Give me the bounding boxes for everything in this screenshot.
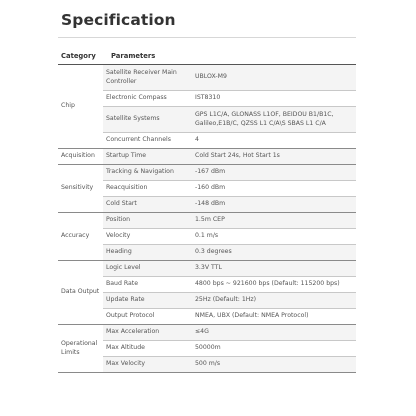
parameter-name: Max Acceleration [103, 325, 187, 341]
parameter-value: 25Hz (Default: 1Hz) [187, 293, 356, 309]
category-cell: Sensitivity [58, 165, 103, 213]
parameter-name: Electronic Compass [103, 91, 187, 107]
parameter-value: 0.3 degrees [187, 245, 356, 261]
table-row [58, 341, 356, 357]
table-row [58, 245, 356, 261]
parameter-name: Max Velocity [103, 357, 187, 373]
table-row [58, 277, 356, 293]
parameter-value: 500 m/s [187, 357, 356, 373]
parameter-name: Satellite Systems [103, 107, 187, 133]
spec-table-body [58, 65, 356, 373]
table-row [58, 229, 356, 245]
table-row [58, 325, 356, 341]
parameter-value: 0.1 m/s [187, 229, 356, 245]
table-row [58, 149, 356, 165]
table-row [58, 133, 356, 149]
parameter-name: Max Altitude [103, 341, 187, 357]
parameter-value: -148 dBm [187, 197, 356, 213]
category-cell: Chip [58, 65, 103, 149]
table-row [58, 293, 356, 309]
parameter-name: Update Rate [103, 293, 187, 309]
parameter-name: Concurrent Channels [103, 133, 187, 149]
category-cell: Data Output [58, 261, 103, 325]
parameter-name: Cold Start [103, 197, 187, 213]
table-row [58, 261, 356, 277]
parameter-value: 1.5m CEP [187, 213, 356, 229]
parameter-value: UBLOX-M9 [187, 65, 356, 91]
parameter-name: Position [103, 213, 187, 229]
parameter-name: Velocity [103, 229, 187, 245]
table-row [58, 357, 356, 373]
parameter-name: Startup Time [103, 149, 187, 165]
table-row [58, 91, 356, 107]
spec-table [58, 48, 356, 373]
parameter-name: Logic Level [103, 261, 187, 277]
parameter-value: IST8310 [187, 91, 356, 107]
parameter-value: 3.3V TTL [187, 261, 356, 277]
parameter-name: Heading [103, 245, 187, 261]
parameter-value: GPS L1C/A, GLONASS L1OF, BEIDOU B1/B1C, Galileo,E1B/C, QZSS L1 C/A\S SBAS L1 C/A [187, 107, 356, 133]
parameter-value: Cold Start 24s, Hot Start 1s [187, 149, 356, 165]
page-title: Specification [61, 11, 176, 29]
parameter-value: ≤4G [187, 325, 356, 341]
category-cell: Operational Limits [58, 325, 103, 373]
table-header-row [58, 48, 356, 65]
parameter-value: 50000m [187, 341, 356, 357]
parameter-name: Satellite Receiver Main Controller [103, 65, 187, 91]
parameter-name: Baud Rate [103, 277, 187, 293]
table-row [58, 165, 356, 181]
parameter-value: NMEA, UBX (Default: NMEA Protocol) [187, 309, 356, 325]
parameter-name: Output Protocol [103, 309, 187, 325]
parameter-name: Tracking & Navigation [103, 165, 187, 181]
table-row [58, 197, 356, 213]
table-row [58, 181, 356, 197]
parameter-name: Reacquisition [103, 181, 187, 197]
parameter-value: -167 dBm [187, 165, 356, 181]
title-divider [58, 37, 356, 38]
table-row [58, 65, 356, 91]
category-cell: Accuracy [58, 213, 103, 261]
parameter-value: 4 [187, 133, 356, 149]
table-row [58, 309, 356, 325]
header-parameters: Parameters [103, 48, 356, 65]
header-category: Category [58, 48, 103, 65]
table-row [58, 107, 356, 133]
parameter-value: 4800 bps ~ 921600 bps (Default: 115200 bps) [187, 277, 356, 293]
category-cell: Acquisition [58, 149, 103, 165]
parameter-value: -160 dBm [187, 181, 356, 197]
table-row [58, 213, 356, 229]
